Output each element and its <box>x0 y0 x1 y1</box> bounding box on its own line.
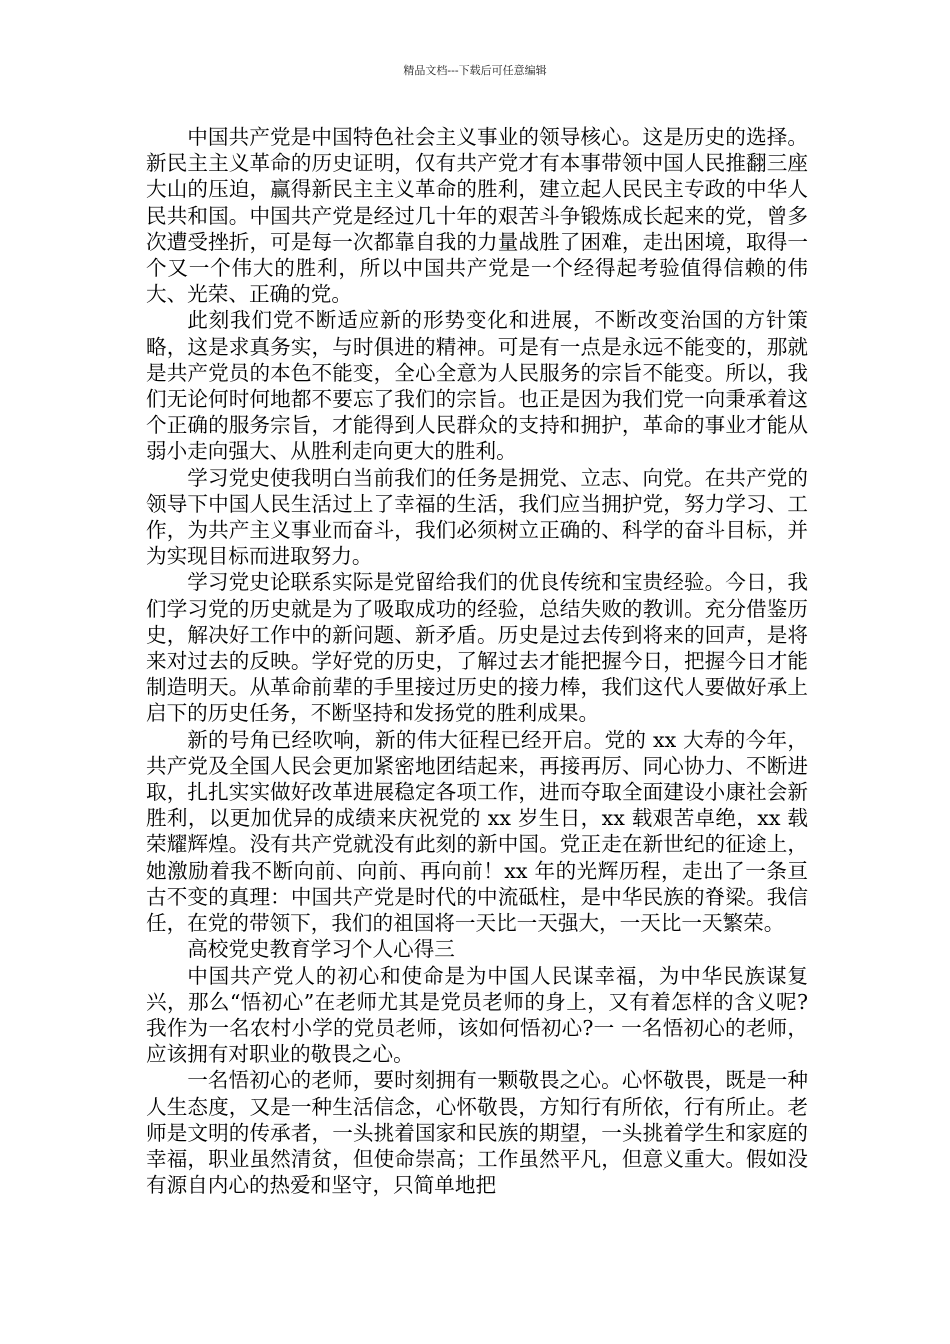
paragraph: 此刻我们党不断适应新的形势变化和进展，不断改变治国的方针策略，这是求真务实，与时俱进的精神。可是有一点是永远不能变的，那就是共产党员的本色不能变，全心全意为人民服务的宗旨不能变。所以，我们无论何时何地都不要忘了我们的宗旨。也正是因为我们党一向秉承着这个正确的服务宗旨，才能得到人民群众的支持和拥护，革命的事业才能从弱小走向强大、从胜利走向更大的胜利。 <box>146 308 808 464</box>
paragraph: 学习党史论联系实际是党留给我们的优良传统和宝贵经验。今日，我们学习党的历史就是为了吸取成功的经验，总结失败的教训。充分借鉴历史，解决好工作中的新问题、新矛盾。历史是过去传到将来的回声，是将来对过去的反映。学好党的历史，了解过去才能把握今日，把握今日才能制造明天。从革命前辈的手里接过历史的接力棒，我们这代人要做好承上启下的历史任务，不断坚持和发扬党的胜利成果。 <box>146 570 808 726</box>
paragraph: 学习党史使我明白当前我们的任务是拥党、立志、向党。在共产党的领导下中国人民生活过上了幸福的生活，我们应当拥护党，努力学习、工作，为共产主义事业而奋斗，我们必须树立正确的、科学的奋斗目标，并为实现目标而进取努力。 <box>146 465 808 569</box>
document-body <box>146 124 808 1198</box>
paragraph: 一名悟初心的老师，要时刻拥有一颗敬畏之心。心怀敬畏，既是一种人生态度，又是一种生活信念，心怀敬畏，方知行有所依，行有所止。老师是文明的传承者，一头挑着国家和民族的期望，一头挑着学生和家庭的幸福，职业虽然清贫，但使命崇高；工作虽然平凡，但意义重大。假如没有源自内心的热爱和坚守，只简单地把 <box>146 1068 808 1198</box>
paragraph: 中国共产党是中国特色社会主义事业的领导核心。这是历史的选择。新民主主义革命的历史证明，仅有共产党才有本事带领中国人民推翻三座大山的压迫，赢得新民主主义革命的胜利，建立起人民民主专政的中华人民共和国。中国共产党是经过几十年的艰苦斗争锻炼成长起来的党，曾多次遭受挫折，可是每一次都靠自我的力量战胜了困难，走出困境，取得一个又一个伟大的胜利，所以中国共产党是一个经得起考验值得信赖的伟大、光荣、正确的党。 <box>146 125 808 307</box>
paragraph: 新的号角已经吹响，新的伟大征程已经开启。党的 xx 大寿的今年，共产党及全国人民会更加紧密地团结起来，再接再厉、同心协力、不断进取，扎扎实实做好改革进展稳定各项工作，进而夺取全面建设小康社会新胜利，以更加优异的成绩来庆祝党的 xx 岁生日，xx 载艰苦卓绝，xx 载荣耀辉煌。没有共产党就没有此刻的新中国。党正走在新世纪的征途上，她激励着我不断向前、向前、再向前！xx 年的光辉历程，走出了一条亘古不变的真理：中国共产党是时代的中流砥柱，是中华民族的脊梁。我信任，在党的带领下，我们的祖国将一天比一天强大，一天比一天繁荣。 <box>146 727 808 936</box>
paragraph: 中国共产党人的初心和使命是为中国人民谋幸福，为中华民族谋复兴，那么“悟初心”在老师尤其是党员老师的身上，又有着怎样的含义呢?我作为一名农村小学的党员老师，该如何悟初心?一 一名悟初心的老师，应该拥有对职业的敬畏之心。 <box>146 963 808 1067</box>
page-header: 精品文档---下载后可任意编辑 <box>403 64 547 77</box>
section-heading: 高校党史教育学习个人心得三 <box>187 937 455 962</box>
